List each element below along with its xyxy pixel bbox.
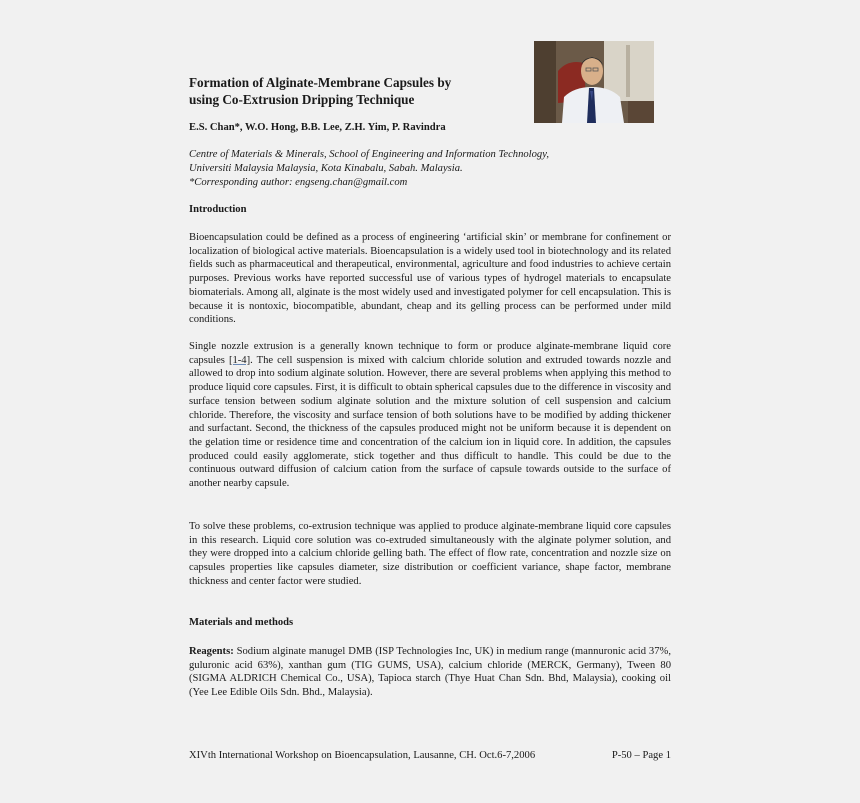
citation-link[interactable]: [1-4]: [228, 354, 251, 366]
reagents-label: Reagents:: [189, 646, 234, 657]
corresponding-author: *Corresponding author: engseng.chan@gmail.com: [189, 177, 408, 188]
intro-paragraph-1: Bioencapsulation could be defined as a process of engineering ‘artificial skin’ or membrane for confinement or localization of biological active materials. Bioencapsulation is a widely used tool in biotechnology and its related fields such as pharmaceutical and therapeutical, environmental, agriculture and food industries to achieve certain purposes. Previous works have reported successful use of various types of hydrogel materials to encapsulate biomaterials. Among all, alginate is the most widely used and investigated polymer for cell encapsulation. This is because it is nontoxic, biocompatible, abundant, cheap and its gelling process can be performed under mild conditions.: [189, 232, 671, 326]
affiliation-line-1: Centre of Materials & Minerals, School of Engineering and Information Technology,: [189, 149, 549, 160]
affiliation: [189, 148, 669, 190]
author-list: E.S. Chan*, W.O. Hong, B.B. Lee, Z.H. Yim, P. Ravindra: [189, 122, 446, 133]
reagents-paragraph: [189, 645, 671, 700]
title-line-1: Formation of Alginate-Membrane Capsules by: [189, 75, 452, 90]
affiliation-line-2: Universiti Malaysia Malaysia, Kota Kinabalu, Sabah. Malaysia.: [189, 163, 463, 174]
intro-p2-text-a: Single nozzle extrusion is a generally known technique to form or produce alginate-membrane liquid core capsules: [189, 341, 671, 366]
footer-conference: XIVth International Workshop on Bioencapsulation, Lausanne, CH. Oct.6-7,2006: [189, 750, 536, 761]
paper-title: [189, 74, 519, 108]
reagents-text: Sodium alginate manugel DMB (ISP Technologies Inc, UK) in medium range (mannuronic acid 37%, guluronic acid 63%), xanthan gum (TIG GUMS, USA), calcium chloride (MERCK, Germany), Tween 80 (SIGMA ALDRICH Chemical Co., USA), Tapioca starch (Thye Huat Chan Sdn. Bhd, Malaysia), cooking oil (Yee Lee Edible Oils Sdn. Bhd., Malaysia).: [189, 646, 671, 699]
intro-paragraph-3: To solve these problems, co-extrusion technique was applied to produce alginate-membrane liquid core capsules in this research. Liquid core solution was co-extruded simultaneously with the alginate polymer solution, and they were dropped into a calcium chloride gelling bath. The effect of flow rate, concentration and nozzle size on capsules properties like capsules diameter, size distribution or coefficient variance, shape factor, membrane thickness and center factor were studied.: [189, 521, 671, 587]
page-footer: [189, 750, 671, 761]
introduction-heading: Introduction: [189, 204, 247, 215]
author-photo: [534, 41, 654, 123]
intro-p2-text-b: . The cell suspension is mixed with calcium chloride solution and extruded towards nozzle and allowed to drop into sodium alginate solution. However, there are several problems when applying this method to produce liquid core capsules. First, it is difficult to obtain spherical capsules due to the difference in viscosity and surface tension between sodium alginate solution and the mixture solution of cell suspension and calcium chloride. Therefore, the viscosity and surface tension of both solutions have to be modified by adding thickener and surfactant. Second, the thickness of the capsules produced might not be uniform because it is dependent on the gelation time or residence time and concentration of the calcium ion in liquid core. In addition, the capsules produced could easily agglomerate, stick together and thus difficult to handle. This could be due to the continuous outward diffusion of calcium cation from the surface of capsule towards outside to the surface of another nearby capsule.: [189, 354, 671, 490]
footer-page-number: P-50 – Page 1: [611, 750, 671, 761]
title-line-2: using Co-Extrusion Dripping Technique: [189, 92, 415, 107]
intro-paragraph-2: [189, 340, 671, 491]
methods-heading: Materials and methods: [189, 617, 294, 628]
